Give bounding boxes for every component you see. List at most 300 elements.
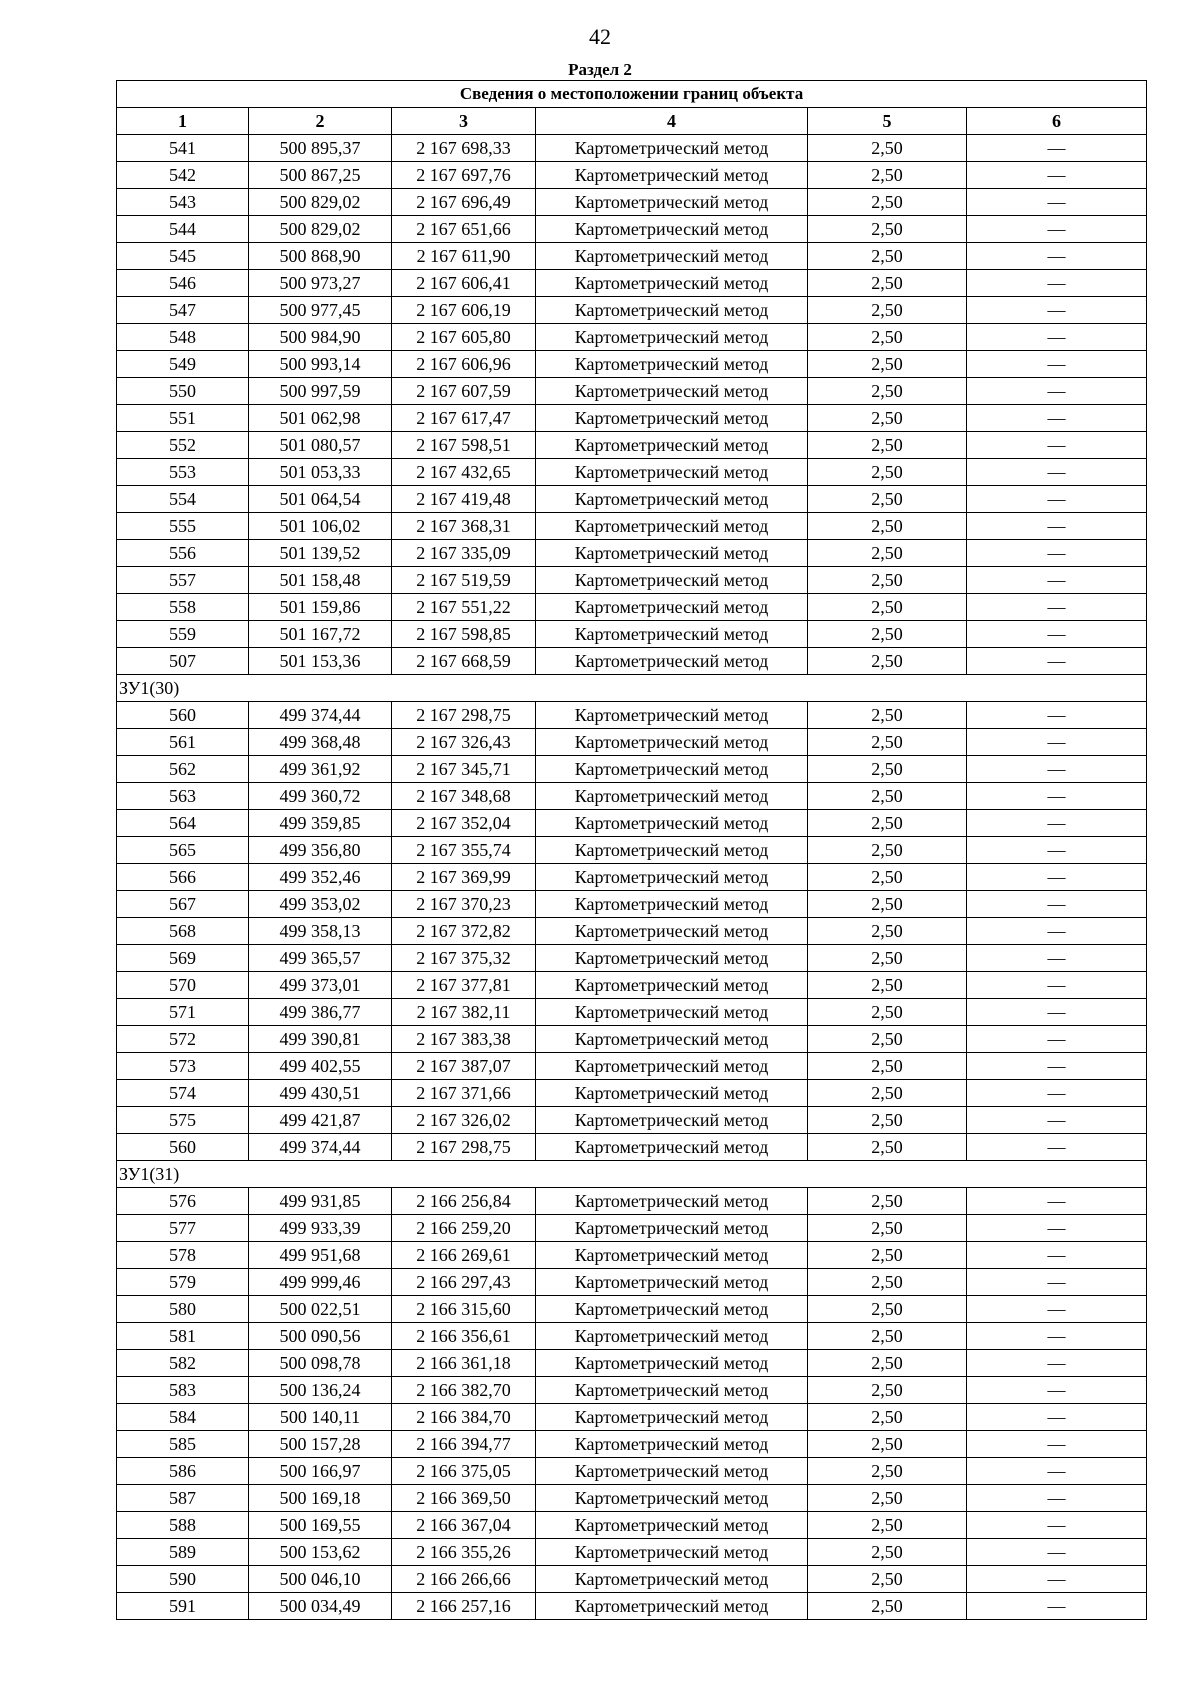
table-row (117, 459, 1147, 486)
description-cell: — (967, 1215, 1147, 1242)
method-cell: Картометрический метод (536, 297, 808, 324)
method-cell: Картометрический метод (536, 216, 808, 243)
point-number-cell: 547 (117, 297, 249, 324)
table-row (117, 324, 1147, 351)
description-cell: — (967, 1566, 1147, 1593)
x-coordinate-cell: 500 169,18 (249, 1485, 392, 1512)
y-coordinate-cell: 2 167 326,02 (392, 1107, 536, 1134)
point-number-cell: 572 (117, 1026, 249, 1053)
method-cell: Картометрический метод (536, 1485, 808, 1512)
table-row (117, 297, 1147, 324)
table-row (117, 945, 1147, 972)
y-coordinate-cell: 2 167 387,07 (392, 1053, 536, 1080)
description-cell: — (967, 783, 1147, 810)
x-coordinate-cell: 500 997,59 (249, 378, 392, 405)
x-coordinate-cell: 499 374,44 (249, 702, 392, 729)
description-cell: — (967, 891, 1147, 918)
accuracy-cell: 2,50 (808, 1107, 967, 1134)
table-caption: Сведения о местоположении границ объекта (117, 81, 1147, 108)
table-row (117, 1404, 1147, 1431)
y-coordinate-cell: 2 166 375,05 (392, 1458, 536, 1485)
x-coordinate-cell: 500 993,14 (249, 351, 392, 378)
description-cell: — (967, 1188, 1147, 1215)
x-coordinate-cell: 501 159,86 (249, 594, 392, 621)
description-cell: — (967, 1107, 1147, 1134)
method-cell: Картометрический метод (536, 999, 808, 1026)
description-cell: — (967, 1404, 1147, 1431)
y-coordinate-cell: 2 167 348,68 (392, 783, 536, 810)
y-coordinate-cell: 2 166 315,60 (392, 1296, 536, 1323)
description-cell: — (967, 1350, 1147, 1377)
point-number-cell: 566 (117, 864, 249, 891)
accuracy-cell: 2,50 (808, 189, 967, 216)
x-coordinate-cell: 500 829,02 (249, 189, 392, 216)
x-coordinate-cell: 500 046,10 (249, 1566, 392, 1593)
y-coordinate-cell: 2 166 369,50 (392, 1485, 536, 1512)
table-row (117, 999, 1147, 1026)
point-number-cell: 542 (117, 162, 249, 189)
table-row (117, 837, 1147, 864)
table-row (117, 1053, 1147, 1080)
point-number-cell: 569 (117, 945, 249, 972)
section-title: Раздел 2 (568, 60, 632, 79)
x-coordinate-cell: 500 169,55 (249, 1512, 392, 1539)
description-cell: — (967, 216, 1147, 243)
table-row (117, 1512, 1147, 1539)
x-coordinate-cell: 499 402,55 (249, 1053, 392, 1080)
method-cell: Картометрический метод (536, 783, 808, 810)
accuracy-cell: 2,50 (808, 1323, 967, 1350)
description-cell: — (967, 351, 1147, 378)
x-coordinate-cell: 500 829,02 (249, 216, 392, 243)
accuracy-cell: 2,50 (808, 1242, 967, 1269)
method-cell: Картометрический метод (536, 1134, 808, 1161)
point-number-cell: 554 (117, 486, 249, 513)
method-cell: Картометрический метод (536, 729, 808, 756)
description-cell: — (967, 1323, 1147, 1350)
description-cell: — (967, 297, 1147, 324)
x-coordinate-cell: 499 421,87 (249, 1107, 392, 1134)
accuracy-cell: 2,50 (808, 378, 967, 405)
table-row (117, 216, 1147, 243)
method-cell: Картометрический метод (536, 648, 808, 675)
y-coordinate-cell: 2 167 696,49 (392, 189, 536, 216)
table-row (117, 432, 1147, 459)
method-cell: Картометрический метод (536, 1512, 808, 1539)
description-cell: — (967, 162, 1147, 189)
point-number-cell: 555 (117, 513, 249, 540)
y-coordinate-cell: 2 167 697,76 (392, 162, 536, 189)
y-coordinate-cell: 2 166 382,70 (392, 1377, 536, 1404)
x-coordinate-cell: 500 973,27 (249, 270, 392, 297)
point-number-cell: 577 (117, 1215, 249, 1242)
table-body (117, 135, 1147, 1620)
table-row (117, 513, 1147, 540)
accuracy-cell: 2,50 (808, 837, 967, 864)
land-plot-label: ЗУ1(31) (117, 1161, 1147, 1188)
y-coordinate-cell: 2 166 266,66 (392, 1566, 536, 1593)
table-row (117, 810, 1147, 837)
boundary-coordinates-table (116, 80, 1147, 1620)
point-number-cell: 571 (117, 999, 249, 1026)
y-coordinate-cell: 2 167 611,90 (392, 243, 536, 270)
accuracy-cell: 2,50 (808, 1053, 967, 1080)
group-header-row (117, 1161, 1147, 1188)
point-number-cell: 583 (117, 1377, 249, 1404)
accuracy-cell: 2,50 (808, 162, 967, 189)
description-cell: — (967, 621, 1147, 648)
y-coordinate-cell: 2 167 370,23 (392, 891, 536, 918)
method-cell: Картометрический метод (536, 837, 808, 864)
table-row (117, 1080, 1147, 1107)
method-cell: Картометрический метод (536, 972, 808, 999)
method-cell: Картометрический метод (536, 1404, 808, 1431)
y-coordinate-cell: 2 166 361,18 (392, 1350, 536, 1377)
point-number-cell: 586 (117, 1458, 249, 1485)
accuracy-cell: 2,50 (808, 594, 967, 621)
accuracy-cell: 2,50 (808, 135, 967, 162)
accuracy-cell: 2,50 (808, 1269, 967, 1296)
y-coordinate-cell: 2 166 355,26 (392, 1539, 536, 1566)
x-coordinate-cell: 501 064,54 (249, 486, 392, 513)
description-cell: — (967, 567, 1147, 594)
point-number-cell: 568 (117, 918, 249, 945)
table-row (117, 189, 1147, 216)
y-coordinate-cell: 2 167 519,59 (392, 567, 536, 594)
table-row (117, 1593, 1147, 1620)
method-cell: Картометрический метод (536, 540, 808, 567)
column-header: 4 (536, 108, 808, 135)
point-number-cell: 548 (117, 324, 249, 351)
table-row (117, 1215, 1147, 1242)
method-cell: Картометрический метод (536, 243, 808, 270)
point-number-cell: 546 (117, 270, 249, 297)
method-cell: Картометрический метод (536, 810, 808, 837)
method-cell: Картометрический метод (536, 1242, 808, 1269)
point-number-cell: 581 (117, 1323, 249, 1350)
y-coordinate-cell: 2 167 371,66 (392, 1080, 536, 1107)
accuracy-cell: 2,50 (808, 1134, 967, 1161)
accuracy-cell: 2,50 (808, 1296, 967, 1323)
table-row (117, 972, 1147, 999)
method-cell: Картометрический метод (536, 918, 808, 945)
description-cell: — (967, 648, 1147, 675)
method-cell: Картометрический метод (536, 378, 808, 405)
description-cell: — (967, 1539, 1147, 1566)
description-cell: — (967, 270, 1147, 297)
x-coordinate-cell: 499 951,68 (249, 1242, 392, 1269)
y-coordinate-cell: 2 167 432,65 (392, 459, 536, 486)
accuracy-cell: 2,50 (808, 1593, 967, 1620)
point-number-cell: 562 (117, 756, 249, 783)
description-cell: — (967, 540, 1147, 567)
table-row (117, 1431, 1147, 1458)
point-number-cell: 553 (117, 459, 249, 486)
table-row (117, 1269, 1147, 1296)
accuracy-cell: 2,50 (808, 1458, 967, 1485)
table-row (117, 1134, 1147, 1161)
point-number-cell: 556 (117, 540, 249, 567)
x-coordinate-cell: 500 977,45 (249, 297, 392, 324)
description-cell: — (967, 1242, 1147, 1269)
y-coordinate-cell: 2 167 606,96 (392, 351, 536, 378)
y-coordinate-cell: 2 167 355,74 (392, 837, 536, 864)
point-number-cell: 551 (117, 405, 249, 432)
point-number-cell: 589 (117, 1539, 249, 1566)
table-row (117, 135, 1147, 162)
x-coordinate-cell: 499 368,48 (249, 729, 392, 756)
method-cell: Картометрический метод (536, 567, 808, 594)
y-coordinate-cell: 2 166 356,61 (392, 1323, 536, 1350)
y-coordinate-cell: 2 167 605,80 (392, 324, 536, 351)
x-coordinate-cell: 500 098,78 (249, 1350, 392, 1377)
point-number-cell: 544 (117, 216, 249, 243)
point-number-cell: 584 (117, 1404, 249, 1431)
description-cell: — (967, 810, 1147, 837)
table-row (117, 621, 1147, 648)
y-coordinate-cell: 2 167 419,48 (392, 486, 536, 513)
table-row (117, 405, 1147, 432)
table-row (117, 1296, 1147, 1323)
description-cell: — (967, 189, 1147, 216)
description-cell: — (967, 1431, 1147, 1458)
point-number-cell: 579 (117, 1269, 249, 1296)
accuracy-cell: 2,50 (808, 999, 967, 1026)
y-coordinate-cell: 2 167 607,59 (392, 378, 536, 405)
y-coordinate-cell: 2 167 698,33 (392, 135, 536, 162)
method-cell: Картометрический метод (536, 891, 808, 918)
x-coordinate-cell: 500 022,51 (249, 1296, 392, 1323)
accuracy-cell: 2,50 (808, 567, 967, 594)
table-row (117, 1107, 1147, 1134)
accuracy-cell: 2,50 (808, 1566, 967, 1593)
description-cell: — (967, 837, 1147, 864)
table-row (117, 1539, 1147, 1566)
description-cell: — (967, 1377, 1147, 1404)
method-cell: Картометрический метод (536, 1269, 808, 1296)
x-coordinate-cell: 501 053,33 (249, 459, 392, 486)
table-row (117, 540, 1147, 567)
description-cell: — (967, 135, 1147, 162)
column-header: 6 (967, 108, 1147, 135)
method-cell: Картометрический метод (536, 432, 808, 459)
table-row (117, 594, 1147, 621)
point-number-cell: 578 (117, 1242, 249, 1269)
description-cell: — (967, 1134, 1147, 1161)
y-coordinate-cell: 2 167 298,75 (392, 702, 536, 729)
point-number-cell: 560 (117, 702, 249, 729)
accuracy-cell: 2,50 (808, 243, 967, 270)
point-number-cell: 543 (117, 189, 249, 216)
accuracy-cell: 2,50 (808, 1080, 967, 1107)
method-cell: Картометрический метод (536, 1080, 808, 1107)
table-row (117, 1026, 1147, 1053)
accuracy-cell: 2,50 (808, 648, 967, 675)
point-number-cell: 585 (117, 1431, 249, 1458)
table-row (117, 1566, 1147, 1593)
accuracy-cell: 2,50 (808, 1377, 967, 1404)
x-coordinate-cell: 499 360,72 (249, 783, 392, 810)
method-cell: Картометрический метод (536, 1188, 808, 1215)
method-cell: Картометрический метод (536, 1107, 808, 1134)
y-coordinate-cell: 2 167 352,04 (392, 810, 536, 837)
point-number-cell: 570 (117, 972, 249, 999)
description-cell: — (967, 1269, 1147, 1296)
method-cell: Картометрический метод (536, 1053, 808, 1080)
description-cell: — (967, 1053, 1147, 1080)
y-coordinate-cell: 2 167 335,09 (392, 540, 536, 567)
accuracy-cell: 2,50 (808, 891, 967, 918)
x-coordinate-cell: 499 374,44 (249, 1134, 392, 1161)
method-cell: Картометрический метод (536, 621, 808, 648)
x-coordinate-cell: 499 361,92 (249, 756, 392, 783)
y-coordinate-cell: 2 167 372,82 (392, 918, 536, 945)
accuracy-cell: 2,50 (808, 729, 967, 756)
y-coordinate-cell: 2 167 606,19 (392, 297, 536, 324)
accuracy-cell: 2,50 (808, 756, 967, 783)
x-coordinate-cell: 501 080,57 (249, 432, 392, 459)
method-cell: Картометрический метод (536, 1215, 808, 1242)
y-coordinate-cell: 2 167 377,81 (392, 972, 536, 999)
accuracy-cell: 2,50 (808, 270, 967, 297)
point-number-cell: 541 (117, 135, 249, 162)
y-coordinate-cell: 2 167 369,99 (392, 864, 536, 891)
x-coordinate-cell: 499 358,13 (249, 918, 392, 945)
y-coordinate-cell: 2 166 269,61 (392, 1242, 536, 1269)
method-cell: Картометрический метод (536, 324, 808, 351)
method-cell: Картометрический метод (536, 189, 808, 216)
method-cell: Картометрический метод (536, 1458, 808, 1485)
description-cell: — (967, 378, 1147, 405)
x-coordinate-cell: 501 153,36 (249, 648, 392, 675)
table-row (117, 1188, 1147, 1215)
x-coordinate-cell: 499 359,85 (249, 810, 392, 837)
description-cell: — (967, 1080, 1147, 1107)
x-coordinate-cell: 499 356,80 (249, 837, 392, 864)
accuracy-cell: 2,50 (808, 432, 967, 459)
point-number-cell: 567 (117, 891, 249, 918)
description-cell: — (967, 756, 1147, 783)
description-cell: — (967, 513, 1147, 540)
table-row (117, 567, 1147, 594)
page-number: 42 (589, 24, 611, 49)
x-coordinate-cell: 499 353,02 (249, 891, 392, 918)
point-number-cell: 591 (117, 1593, 249, 1620)
point-number-cell: 507 (117, 648, 249, 675)
y-coordinate-cell: 2 166 297,43 (392, 1269, 536, 1296)
x-coordinate-cell: 500 140,11 (249, 1404, 392, 1431)
column-header: 5 (808, 108, 967, 135)
table-row (117, 783, 1147, 810)
accuracy-cell: 2,50 (808, 702, 967, 729)
method-cell: Картометрический метод (536, 459, 808, 486)
column-number-row (117, 108, 1147, 135)
column-header: 2 (249, 108, 392, 135)
y-coordinate-cell: 2 166 384,70 (392, 1404, 536, 1431)
table-row (117, 486, 1147, 513)
accuracy-cell: 2,50 (808, 1512, 967, 1539)
accuracy-cell: 2,50 (808, 216, 967, 243)
point-number-cell: 587 (117, 1485, 249, 1512)
description-cell: — (967, 405, 1147, 432)
table-row (117, 1377, 1147, 1404)
x-coordinate-cell: 500 157,28 (249, 1431, 392, 1458)
description-cell: — (967, 729, 1147, 756)
accuracy-cell: 2,50 (808, 810, 967, 837)
column-header: 3 (392, 108, 536, 135)
table-row (117, 702, 1147, 729)
table-caption-row (117, 81, 1147, 108)
x-coordinate-cell: 500 166,97 (249, 1458, 392, 1485)
table-row (117, 162, 1147, 189)
method-cell: Картометрический метод (536, 594, 808, 621)
description-cell: — (967, 324, 1147, 351)
description-cell: — (967, 702, 1147, 729)
accuracy-cell: 2,50 (808, 1539, 967, 1566)
accuracy-cell: 2,50 (808, 405, 967, 432)
point-number-cell: 580 (117, 1296, 249, 1323)
accuracy-cell: 2,50 (808, 783, 967, 810)
accuracy-cell: 2,50 (808, 324, 967, 351)
accuracy-cell: 2,50 (808, 1404, 967, 1431)
method-cell: Картометрический метод (536, 162, 808, 189)
x-coordinate-cell: 500 867,25 (249, 162, 392, 189)
table-row (117, 1323, 1147, 1350)
method-cell: Картометрический метод (536, 1566, 808, 1593)
y-coordinate-cell: 2 166 394,77 (392, 1431, 536, 1458)
accuracy-cell: 2,50 (808, 351, 967, 378)
x-coordinate-cell: 499 999,46 (249, 1269, 392, 1296)
x-coordinate-cell: 499 373,01 (249, 972, 392, 999)
description-cell: — (967, 486, 1147, 513)
table-row (117, 351, 1147, 378)
y-coordinate-cell: 2 167 598,51 (392, 432, 536, 459)
description-cell: — (967, 594, 1147, 621)
table-row (117, 378, 1147, 405)
accuracy-cell: 2,50 (808, 540, 967, 567)
x-coordinate-cell: 501 167,72 (249, 621, 392, 648)
y-coordinate-cell: 2 166 257,16 (392, 1593, 536, 1620)
method-cell: Картометрический метод (536, 1593, 808, 1620)
point-number-cell: 573 (117, 1053, 249, 1080)
table-row (117, 1458, 1147, 1485)
x-coordinate-cell: 499 390,81 (249, 1026, 392, 1053)
point-number-cell: 563 (117, 783, 249, 810)
accuracy-cell: 2,50 (808, 1188, 967, 1215)
y-coordinate-cell: 2 166 256,84 (392, 1188, 536, 1215)
description-cell: — (967, 1296, 1147, 1323)
method-cell: Картометрический метод (536, 405, 808, 432)
accuracy-cell: 2,50 (808, 1485, 967, 1512)
x-coordinate-cell: 499 931,85 (249, 1188, 392, 1215)
method-cell: Картометрический метод (536, 1323, 808, 1350)
method-cell: Картометрический метод (536, 1431, 808, 1458)
point-number-cell: 560 (117, 1134, 249, 1161)
x-coordinate-cell: 500 153,62 (249, 1539, 392, 1566)
y-coordinate-cell: 2 167 651,66 (392, 216, 536, 243)
x-coordinate-cell: 499 933,39 (249, 1215, 392, 1242)
point-number-cell: 557 (117, 567, 249, 594)
description-cell: — (967, 1512, 1147, 1539)
x-coordinate-cell: 500 136,24 (249, 1377, 392, 1404)
description-cell: — (967, 243, 1147, 270)
x-coordinate-cell: 501 158,48 (249, 567, 392, 594)
accuracy-cell: 2,50 (808, 1431, 967, 1458)
table-row (117, 729, 1147, 756)
y-coordinate-cell: 2 167 617,47 (392, 405, 536, 432)
table-row (117, 1350, 1147, 1377)
accuracy-cell: 2,50 (808, 918, 967, 945)
